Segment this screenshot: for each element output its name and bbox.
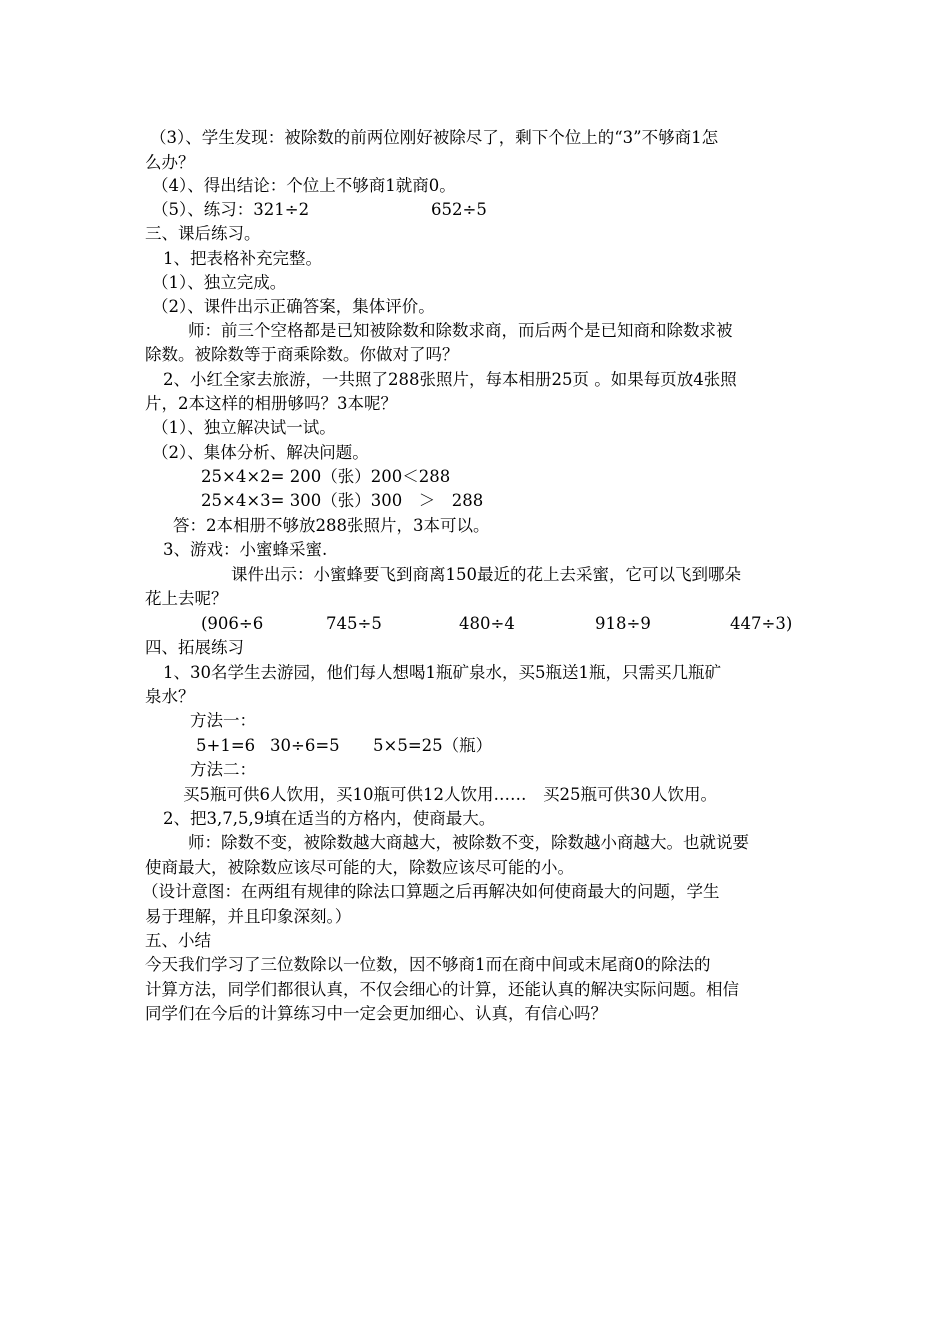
text-line: （2）、课件出示正确答案，集体评价。	[152, 297, 435, 316]
text-line: 课件出示：小蜜蜂要飞到商离150最近的花上去采蜜，它可以飞到哪朵	[231, 565, 741, 584]
text-line: 使商最大，被除数应该尽可能的大，除数应该尽可能的小。	[145, 858, 574, 877]
section-heading: 四、拓展练习	[145, 638, 244, 657]
text-line: 师：前三个空格都是已知被除数和除数求商，而后两个是已知商和除数求被	[188, 321, 733, 340]
text-line: 方法一：	[190, 711, 256, 730]
text-line: （设计意图：在两组有规律的除法口算题之后再解决如何使商最大的问题，学生	[142, 882, 720, 901]
text-line: （1）、独立解决试一试。	[152, 418, 336, 437]
method-step: 5+1=6	[196, 736, 256, 755]
text-line: （5）、练习：321÷2	[152, 200, 310, 219]
text-line: 今天我们学习了三位数除以一位数，因不够商1而在商中间或末尾商0的除法的	[145, 955, 711, 974]
text-line: 25×4×2= 200（张）200＜288	[201, 467, 451, 486]
text-line: 1、把表格补充完整。	[163, 249, 322, 268]
text-line: 1、30名学生去游园，他们每人想喝1瓶矿泉水，买5瓶送1瓶，只需买几瓶矿	[163, 663, 721, 682]
text-line: （2）、集体分析、解决问题。	[152, 443, 369, 462]
text-line: 3、游戏：小蜜蜂采蜜.	[163, 540, 328, 559]
text-line: 易于理解，并且印象深刻。）	[145, 907, 352, 926]
text-line: 片，2本这样的相册够吗？3本呢？	[145, 394, 397, 413]
text-line: （4）、得出结论：个位上不够商1就商0。	[152, 176, 456, 195]
section-heading: 五、小结	[145, 931, 211, 950]
flower-expression: (906÷6	[201, 614, 264, 633]
text-line: 买5瓶可供6人饮用，买10瓶可供12人饮用…… 买25瓶可供30人饮用。	[183, 785, 717, 804]
flower-expression-row	[0, 613, 950, 635]
text-line: 么办？	[145, 153, 195, 172]
text-line: 2、小红全家去旅游，一共照了288张照片，每本相册25页 。如果每页放4张照	[163, 370, 737, 389]
method-step: 30÷6=5	[270, 736, 340, 755]
text-line: （3）、学生发现：被除数的前两位刚好被除尽了，剩下个位上的“3”不够商1怎	[150, 128, 719, 147]
method-step: 5×5=25（瓶）	[373, 736, 493, 755]
text-line: 花上去呢？	[145, 589, 228, 608]
flower-expression: 480÷4	[459, 614, 515, 633]
text-line: 泉水？	[145, 687, 195, 706]
text-line: 25×4×3= 300（张）300 ＞ 288	[201, 491, 484, 510]
text-line: （1）、独立完成。	[152, 273, 287, 292]
text-line: 同学们在今后的计算练习中一定会更加细心、认真，有信心吗？	[145, 1004, 607, 1023]
text-line: 师：除数不变，被除数越大商越大，被除数不变，除数越小商越大。也就说要	[188, 833, 749, 852]
method-one-steps	[0, 735, 950, 757]
text-line: 计算方法，同学们都很认真，不仅会细心的计算，还能认真的解决实际问题。相信	[145, 980, 739, 999]
text-line: 除数。被除数等于商乘除数。你做对了吗？	[145, 345, 459, 364]
flower-expression: 918÷9	[595, 614, 651, 633]
flower-expression: 745÷5	[326, 614, 382, 633]
text-line: 答：2本相册不够放288张照片，3本可以。	[173, 516, 490, 535]
flower-expression: 447÷3)	[730, 614, 793, 633]
text-line: 2、把3,7,5,9填在适当的方格内，使商最大。	[163, 809, 496, 828]
text-line: 方法二：	[190, 760, 256, 779]
section-heading: 三、课后练习。	[145, 224, 261, 243]
text-line: 652÷5	[431, 200, 487, 219]
